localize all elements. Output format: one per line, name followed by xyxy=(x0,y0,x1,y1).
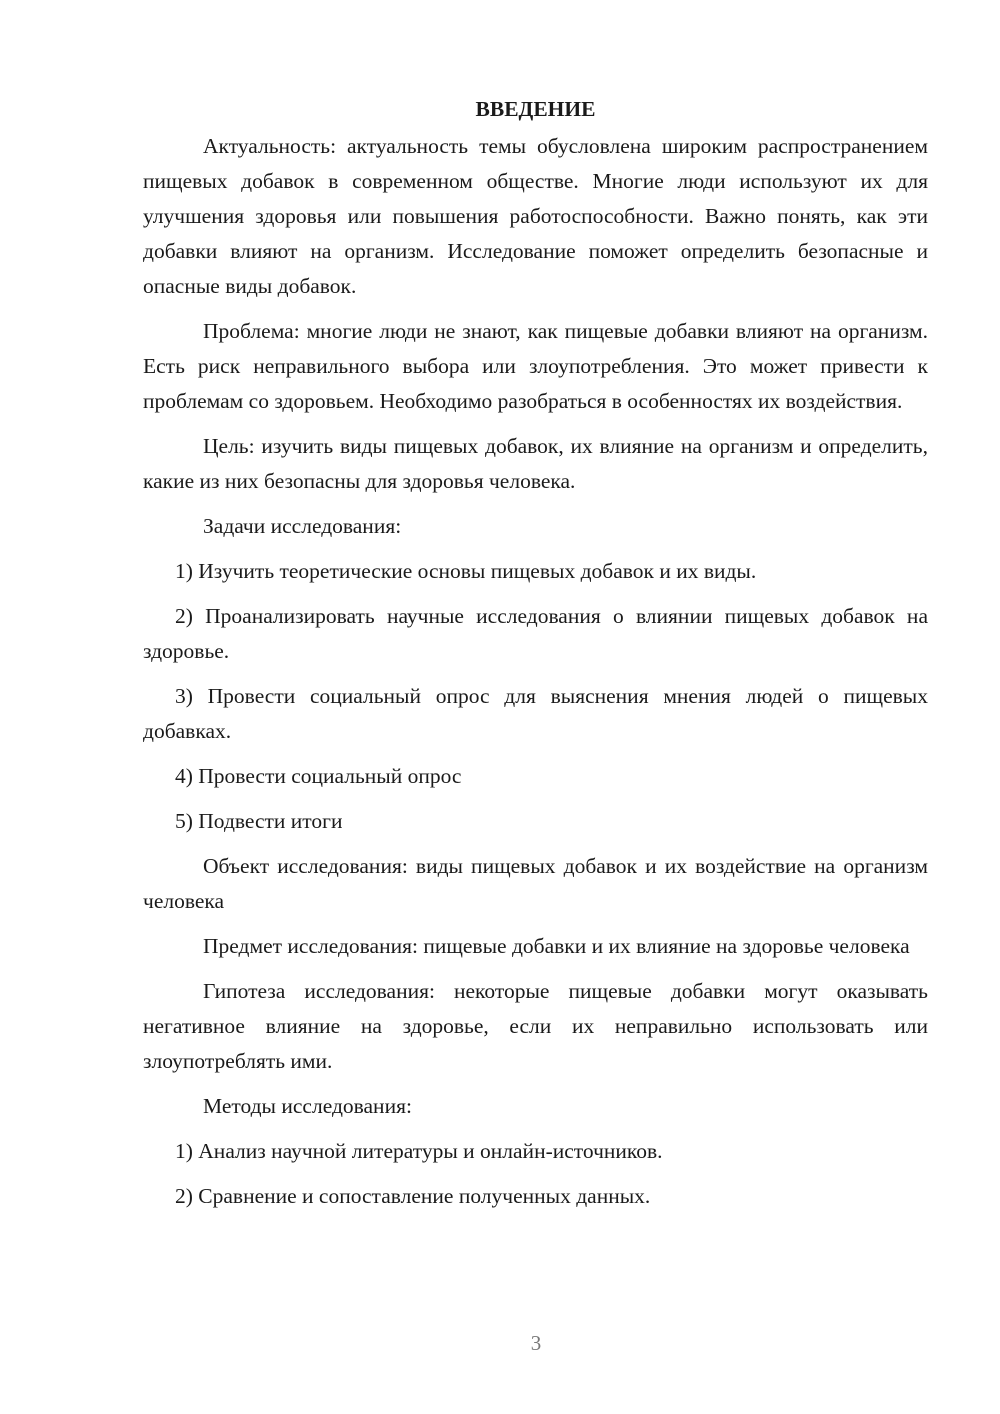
method-item-1: 1) Анализ научной литературы и онлайн-источников. xyxy=(175,1139,663,1163)
methods-heading: Методы исследования: xyxy=(203,1094,412,1118)
document-page xyxy=(143,92,928,1224)
task-item-5: 5) Подвести итоги xyxy=(175,809,343,833)
method-item-2: 2) Сравнение и сопоставление полученных данных. xyxy=(175,1184,651,1208)
subject-paragraph: Предмет исследования: пищевые добавки и их влияние на здоровье человека xyxy=(203,934,910,958)
relevance-paragraph: Актуальность: актуальность темы обусловлена широким распространением пищевых добавок в современном обществе. Многие люди используют их для улучшения здоровья или повышения работоспособности. Важно понять, как эти добавки влияют на организм. Исследование поможет определить безопасные и опасные виды добавок. xyxy=(143,134,928,298)
goal-paragraph: Цель: изучить виды пищевых добавок, их влияние на организм и определить, какие из них безопасны для здоровья человека. xyxy=(143,434,928,493)
object-paragraph: Объект исследования: виды пищевых добавок и их воздействие на организм человека xyxy=(143,854,928,913)
task-item-3: 3) Провести социальный опрос для выяснения мнения людей о пищевых добавках. xyxy=(143,684,928,743)
hypothesis-paragraph: Гипотеза исследования: некоторые пищевые добавки могут оказывать негативное влияние на здоровье, если их неправильно использовать или злоупотреблять ими. xyxy=(143,979,928,1073)
page-number: 3 xyxy=(530,1331,542,1355)
tasks-heading: Задачи исследования: xyxy=(203,514,402,538)
task-item-2: 2) Проанализировать научные исследования о влиянии пищевых добавок на здоровье. xyxy=(143,604,928,663)
task-item-1: 1) Изучить теоретические основы пищевых добавок и их виды. xyxy=(175,559,757,583)
problem-paragraph: Проблема: многие люди не знают, как пищевые добавки влияют на организм. Есть риск неправильного выбора или злоупотребления. Это может привести к проблемам со здоровьем. Необходимо разобраться в особенностях их воздействия. xyxy=(143,319,928,413)
section-title: ВВЕДЕНИЕ xyxy=(475,97,596,121)
task-item-4: 4) Провести социальный опрос xyxy=(175,764,462,788)
